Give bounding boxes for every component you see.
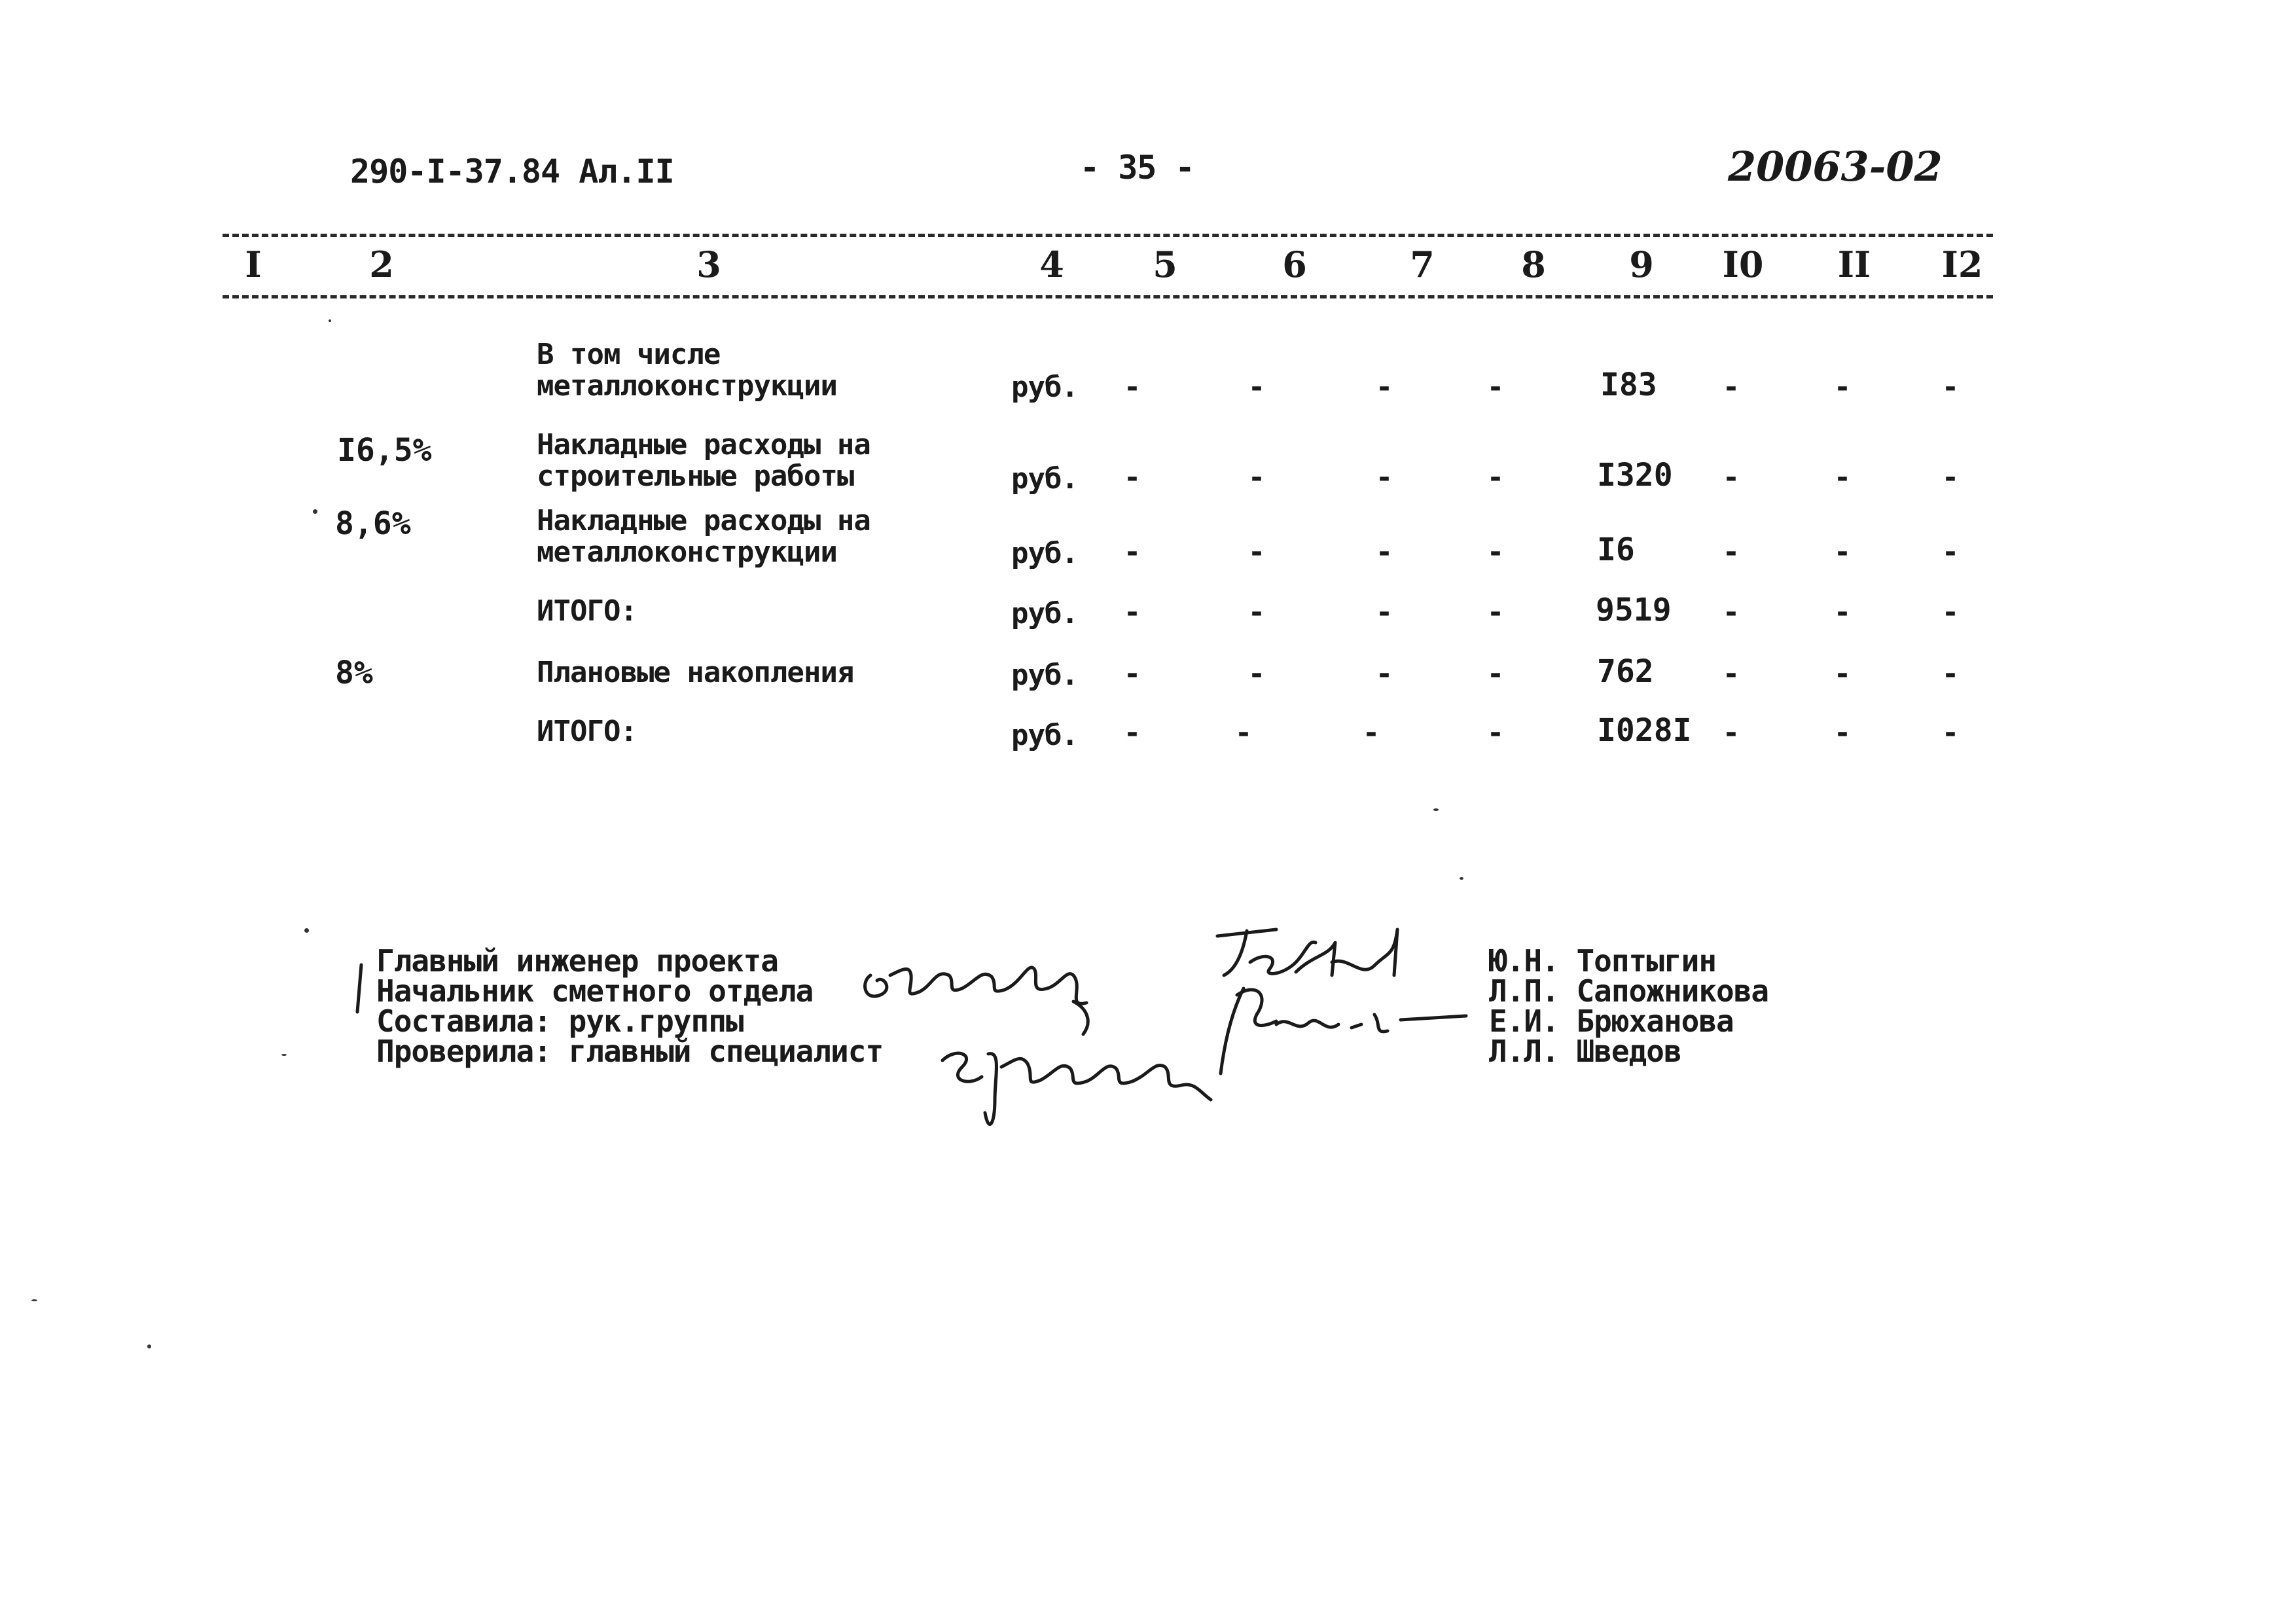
- row-rate: 8%: [335, 655, 373, 691]
- cell-col10: -: [1722, 716, 1740, 749]
- scan-speck: [281, 1054, 287, 1056]
- row-rate: 8,6%: [335, 505, 411, 542]
- row-description-line1: Плановые накопления: [537, 656, 854, 689]
- column-number: II: [1837, 244, 1871, 285]
- archive-number: 20063-02: [1728, 143, 1943, 190]
- cell-col6: -: [1234, 716, 1253, 749]
- scan-speck: [31, 1299, 37, 1301]
- cell-col12: -: [1941, 657, 1960, 691]
- signature-role: Проверила: главный специалист: [376, 1034, 884, 1069]
- cell-col9-amount: I6: [1597, 532, 1635, 568]
- cell-col8: -: [1486, 657, 1505, 691]
- signature-role: Составила: рук.группы: [376, 1003, 744, 1039]
- cell-col5: -: [1123, 716, 1141, 749]
- column-number: 5: [1153, 244, 1177, 285]
- cell-col5: -: [1123, 596, 1141, 629]
- page-number: - 35 -: [1080, 149, 1194, 187]
- cell-col11: -: [1833, 657, 1852, 691]
- scan-speck: [329, 319, 331, 322]
- cell-col6: -: [1247, 461, 1266, 494]
- cell-col5: -: [1123, 657, 1141, 691]
- scan-speck: [1460, 877, 1463, 880]
- row-unit: руб.: [1011, 370, 1078, 404]
- cell-col6: -: [1247, 535, 1266, 569]
- column-number: 8: [1521, 244, 1546, 285]
- cell-col11: -: [1833, 716, 1852, 749]
- column-number: I: [245, 244, 262, 285]
- column-number: 9: [1629, 244, 1654, 285]
- cell-col6: -: [1247, 596, 1266, 629]
- column-number: 3: [696, 244, 721, 285]
- signatory-name: Л.П. Сапожникова: [1489, 973, 1769, 1009]
- row-description-line1: ИТОГО:: [537, 715, 637, 748]
- cell-col12: -: [1941, 535, 1960, 569]
- cell-col9-amount: 762: [1597, 653, 1654, 690]
- cell-col7: -: [1375, 596, 1393, 629]
- cell-col6: -: [1247, 657, 1266, 691]
- row-description-line2: металлоконструкции: [537, 535, 837, 569]
- cell-col10: -: [1722, 596, 1740, 629]
- row-unit: руб.: [1011, 462, 1078, 496]
- row-description-line1: ИТОГО:: [537, 594, 637, 628]
- row-description-line1: Накладные расходы на: [537, 428, 870, 461]
- cell-col7: -: [1375, 535, 1393, 569]
- scan-speck: [147, 1344, 151, 1348]
- cell-col9-amount: I83: [1600, 367, 1657, 403]
- cell-col8: -: [1486, 461, 1505, 494]
- cell-col7: -: [1375, 461, 1393, 494]
- column-number: I0: [1722, 244, 1764, 285]
- cell-col10: -: [1722, 657, 1740, 691]
- cell-col12: -: [1941, 370, 1960, 404]
- signatory-name: Ю.Н. Топтыгин: [1489, 943, 1717, 979]
- column-number: 7: [1410, 244, 1435, 285]
- row-description-line2: строительные работы: [537, 460, 854, 493]
- cell-col5: -: [1123, 461, 1141, 494]
- handwritten-signature: [1204, 975, 1479, 1087]
- column-number: 6: [1282, 244, 1307, 285]
- cell-col9-amount: I320: [1597, 457, 1673, 494]
- cell-col11: -: [1833, 461, 1852, 494]
- cell-col12: -: [1941, 461, 1960, 494]
- cell-col7: -: [1362, 716, 1380, 749]
- cell-col10: -: [1722, 370, 1740, 404]
- cell-col10: -: [1722, 461, 1740, 494]
- cell-col9-amount: 9519: [1596, 592, 1672, 628]
- row-unit: руб.: [1011, 719, 1078, 752]
- signatory-name: Е.И. Брюханова: [1489, 1003, 1734, 1039]
- cell-col6: -: [1247, 370, 1266, 404]
- row-description-line1: В том числе: [537, 338, 721, 371]
- cell-col8: -: [1486, 370, 1505, 404]
- handwritten-signature: [929, 1015, 1230, 1139]
- row-description-line1: Накладные расходы на: [537, 504, 870, 537]
- column-number: 4: [1039, 244, 1064, 285]
- cell-col11: -: [1833, 370, 1852, 404]
- table-top-rule: [223, 234, 1993, 237]
- margin-mark: [353, 962, 367, 1015]
- column-number: I2: [1941, 244, 1983, 285]
- cell-col12: -: [1941, 716, 1960, 749]
- scan-speck: [1433, 808, 1439, 811]
- cell-col8: -: [1486, 596, 1505, 629]
- row-unit: руб.: [1011, 597, 1078, 630]
- row-description-line2: металлоконструкции: [537, 369, 837, 403]
- cell-col11: -: [1833, 596, 1852, 629]
- cell-col8: -: [1486, 716, 1505, 749]
- cell-col10: -: [1722, 535, 1740, 569]
- cell-col11: -: [1833, 535, 1852, 569]
- cell-col7: -: [1375, 657, 1393, 691]
- signatory-name: Л.Л. Шведов: [1489, 1034, 1681, 1069]
- row-unit: руб.: [1011, 659, 1078, 692]
- cell-col9-amount: I028I: [1597, 712, 1692, 749]
- cell-col5: -: [1123, 370, 1141, 404]
- row-unit: руб.: [1011, 537, 1078, 570]
- cell-col5: -: [1123, 535, 1141, 569]
- signature-role: Начальник сметного отдела: [376, 973, 814, 1009]
- scan-speck: [313, 509, 317, 514]
- cell-col12: -: [1941, 596, 1960, 629]
- cell-col8: -: [1486, 535, 1505, 569]
- document-code: 290-I-37.84 Ал.II: [350, 153, 674, 190]
- row-rate: I6,5%: [337, 432, 432, 469]
- table-header-bottom-rule: [223, 295, 1993, 298]
- column-number: 2: [369, 244, 394, 285]
- scan-speck: [304, 928, 309, 933]
- cell-col7: -: [1375, 370, 1393, 404]
- signature-role: Главный инженер проекта: [376, 943, 778, 979]
